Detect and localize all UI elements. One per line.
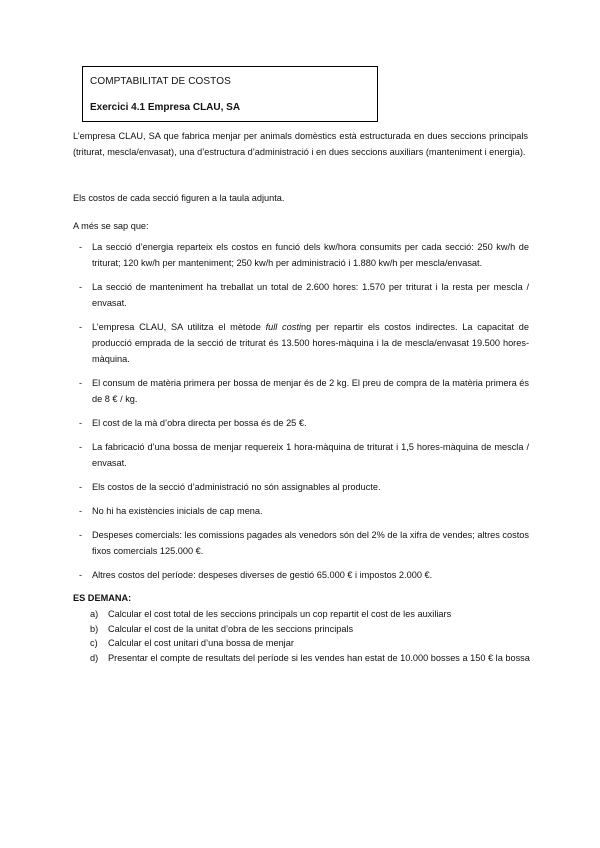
list-item-text-after: ng per repartir els costos indirectes. La capacitat de producció emprada de la secció de triturat és 13.500 hores-màquina i la de mescla/envasat 19.500 hores-màquina. <box>92 322 529 364</box>
list-dash: - <box>79 418 83 428</box>
list-item-text: El cost de la mà d’obra directa per bossa és de 25 €. <box>92 418 307 428</box>
list-dash: - <box>79 378 83 388</box>
list-dash: - <box>79 282 83 292</box>
list-item-text: No hi ha existències inicials de cap mena. <box>92 506 263 516</box>
list-item <box>73 375 529 407</box>
list-item <box>73 319 529 367</box>
list-item <box>73 415 529 431</box>
list-item-text: Els costos de la secció d’administració no són assignables al producte. <box>92 482 381 492</box>
list-item-text-before: L’empresa CLAU, SA utilitza el mètode <box>92 322 266 332</box>
list-item-text: Altres costos del període: despeses diverses de gestió 65.000 € i impostos 2.000 €. <box>92 570 433 580</box>
demana-item <box>90 636 530 651</box>
demana-marker: a) <box>90 609 99 619</box>
facts-list <box>73 239 529 591</box>
list-item-text: Despeses comercials: les comissions pagades als venedors són del 2% de la xifra de vendes; altres costos fixos comercials 125.000 €. <box>92 530 529 556</box>
list-dash: - <box>79 242 83 252</box>
list-dash: - <box>79 482 83 492</box>
demana-item-text: Calcular el cost total de les seccions principals un cop repartit el cost de les auxiliars <box>108 609 452 619</box>
intro-paragraph: L’empresa CLAU, SA que fabrica menjar per animals domèstics està estructurada en dues seccions principals (triturat, mescla/envasat), una d’estructura d’administració i en dues seccions auxiliars (manteniment i energia). <box>73 131 528 157</box>
list-item <box>73 279 529 311</box>
list-item-text: La secció de manteniment ha treballat un total de 2.600 hores: 1.570 per triturat i la resta per mescla / envasat. <box>92 282 529 308</box>
list-item <box>73 479 529 495</box>
demana-title: ES DEMANA: <box>73 593 132 603</box>
list-dash: - <box>79 322 83 332</box>
list-item <box>73 527 529 559</box>
demana-marker: d) <box>90 652 99 663</box>
known-label: A més se sap que: <box>73 221 149 231</box>
exercise-title: Exercici 4.1 Empresa CLAU, SA <box>90 102 241 113</box>
list-dash: - <box>79 530 83 540</box>
list-item <box>73 503 529 519</box>
demana-item-text: Presentar el compte de resultats del període si les vendes han estat de 10.000 bosses a 150 € la bossa <box>108 652 530 663</box>
costs-note: Els costos de cada secció figuren a la taula adjunta. <box>73 193 285 203</box>
header-box <box>82 66 378 122</box>
list-item-text: La secció d’energia reparteix els costos en funció dels kw/hora consumits per cada secció: 250 kw/h de triturat; 120 kw/h per manteniment; 250 kw/h per administració i 1.880 kw/h per mescla/envasat. <box>92 242 529 268</box>
demana-item-text: Calcular el cost de la unitat d’obra de les seccions principals <box>108 623 354 634</box>
list-item-text: El consum de matèria primera per bossa de menjar és de 2 kg. El preu de compra de la matèria primera és de 8 € / kg. <box>92 378 529 404</box>
demana-item <box>90 607 530 622</box>
list-item-text-italic: full costi <box>265 322 301 332</box>
list-item-text: La fabricació d’una bossa de menjar requereix 1 hora-màquina de triturat i 1,5 hores-màquina de mescla / envasat. <box>92 442 529 468</box>
list-dash: - <box>79 506 83 516</box>
document-title: COMPTABILITAT DE COSTOS <box>90 76 231 87</box>
demana-marker: b) <box>90 623 99 634</box>
list-dash: - <box>79 570 83 580</box>
demana-item-text: Calcular el cost unitari d’una bossa de menjar <box>108 638 294 648</box>
list-item <box>73 239 529 271</box>
demana-list <box>90 607 530 665</box>
demana-item <box>90 622 530 637</box>
list-dash: - <box>79 442 83 452</box>
list-item <box>73 439 529 471</box>
demana-item <box>90 651 530 666</box>
list-item <box>73 567 529 583</box>
demana-marker: c) <box>90 638 98 648</box>
